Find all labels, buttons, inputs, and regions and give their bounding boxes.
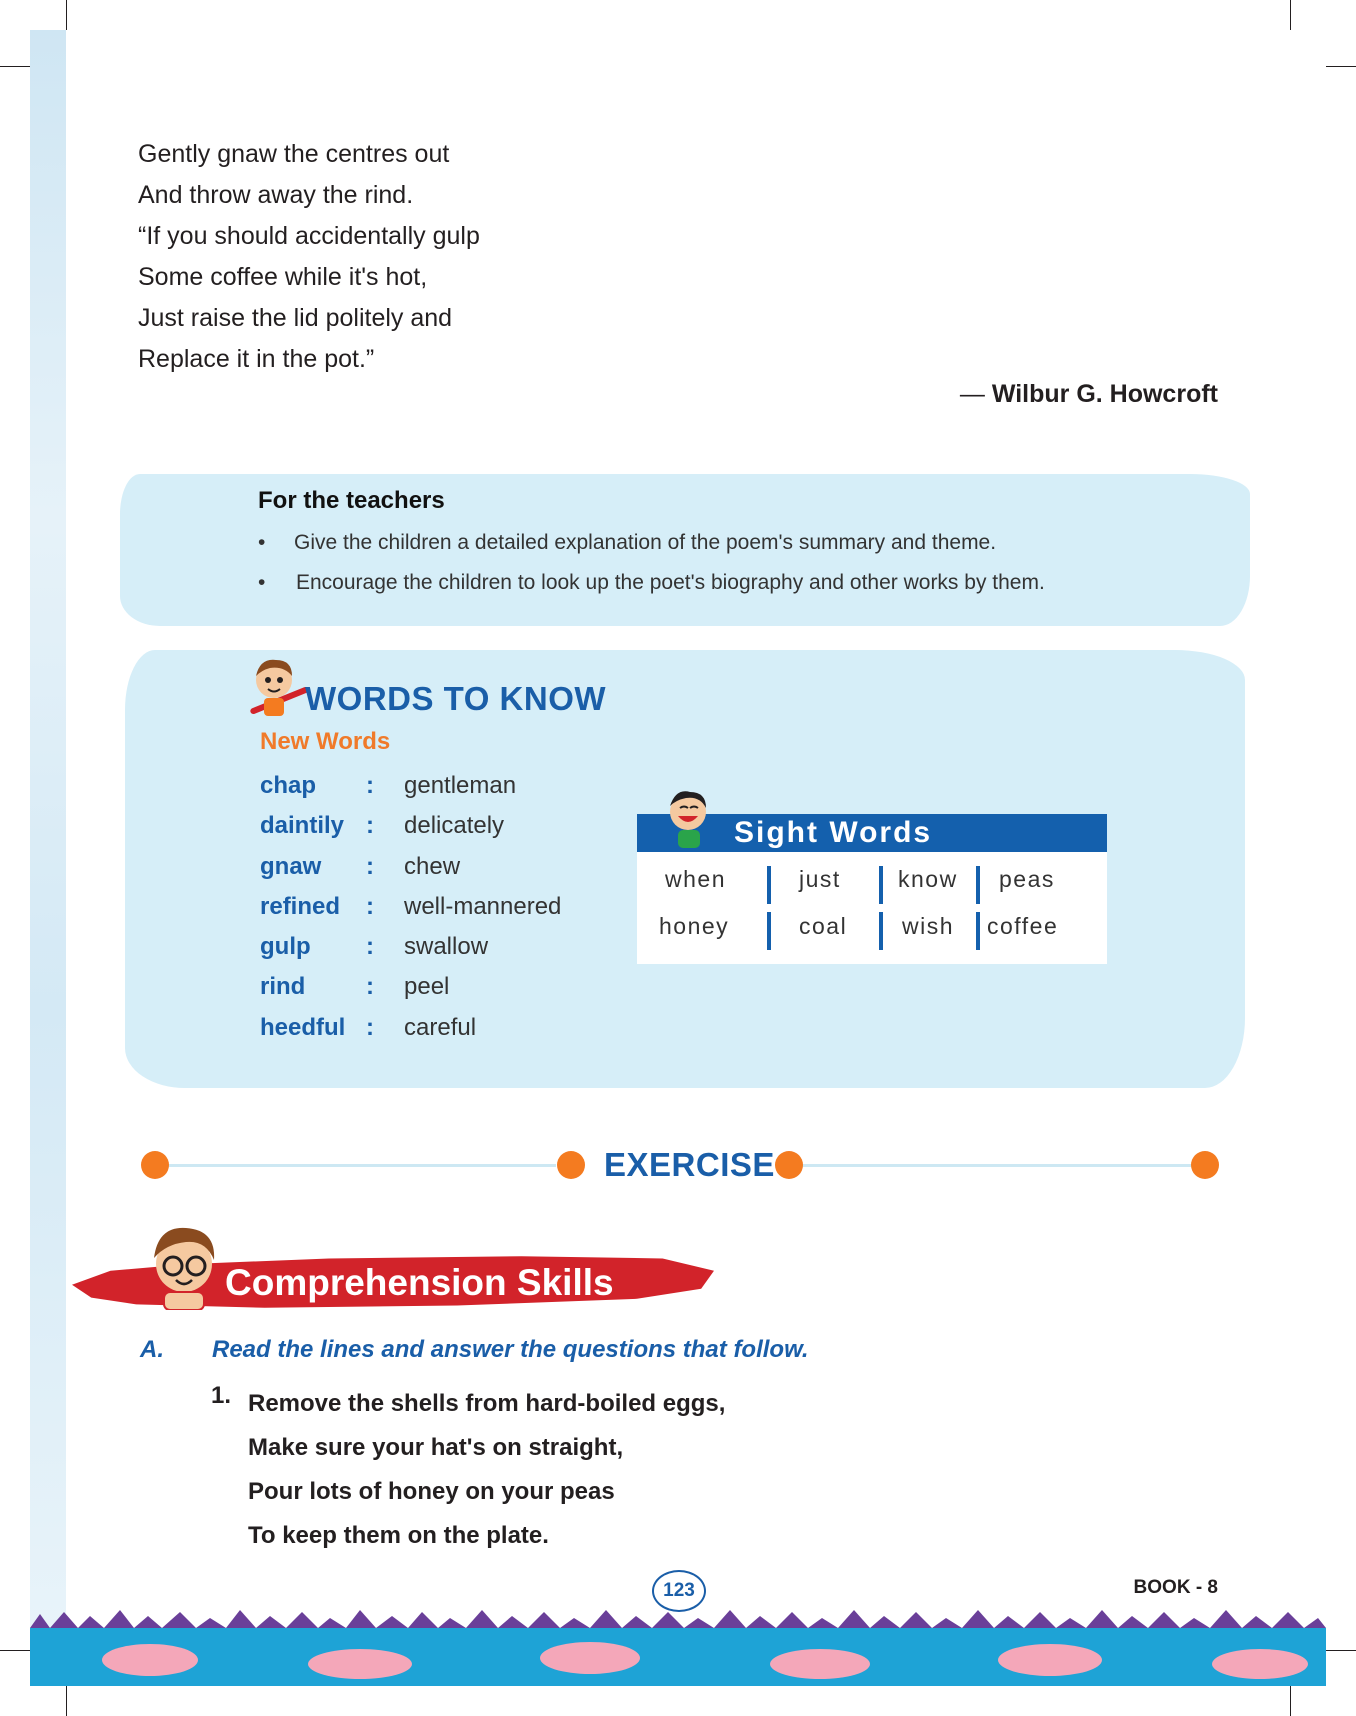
orange-dot: [1191, 1151, 1219, 1179]
crop-mark: [66, 0, 67, 30]
question-line: Pour lots of honey on your peas: [248, 1478, 615, 1505]
question-line: Make sure your hat's on straight,: [248, 1434, 624, 1461]
column-divider: [767, 866, 771, 904]
vocab-separator: :: [366, 772, 374, 799]
poem-author: [960, 380, 1218, 409]
vocab-separator: :: [366, 852, 374, 880]
column-divider: [879, 866, 883, 904]
sight-word: honey: [659, 913, 730, 939]
words-to-know-title: WORDS TO KNOW: [305, 680, 607, 717]
sight-word: peas: [999, 866, 1055, 892]
sight-words-title: Sight Words: [734, 816, 933, 849]
vocab-word: daintily: [260, 812, 345, 840]
crop-mark: [66, 1686, 67, 1716]
boy-with-glasses-illustration: [140, 1218, 226, 1310]
vocab-meaning: well-mannered: [404, 892, 562, 920]
author-name: Wilbur G. Howcroft: [991, 380, 1218, 408]
vocab-word: gulp: [260, 933, 311, 961]
vocab-separator: :: [366, 812, 374, 840]
crop-mark: [0, 1650, 30, 1651]
boy-illustration: [660, 786, 716, 852]
question-number: 1.: [211, 1382, 232, 1409]
vocab-meaning: chew: [404, 852, 461, 880]
sight-word: coal: [799, 913, 848, 939]
poem-stanza: [138, 134, 480, 380]
page-number: 123: [652, 1570, 706, 1612]
footer-decoration: [30, 1608, 1326, 1686]
new-words-heading: New Words: [260, 728, 391, 755]
exercise-title: EXERCISE: [604, 1146, 775, 1183]
comprehension-title: Comprehension Skills: [225, 1262, 614, 1303]
column-divider: [767, 912, 771, 950]
column-divider: [879, 912, 883, 950]
sight-word: just: [799, 866, 841, 892]
vocab-separator: :: [366, 892, 374, 920]
bullet-dot: •: [258, 571, 266, 594]
sight-word: wish: [902, 913, 955, 939]
poem-line: Some coffee while it's hot,: [138, 263, 428, 291]
bullet-dot: •: [258, 531, 266, 554]
vocab-meaning: peel: [404, 973, 450, 1001]
book-label: BOOK - 8: [1133, 1577, 1218, 1598]
sight-word: know: [898, 866, 958, 892]
crop-mark: [1326, 66, 1356, 67]
teachers-bullet-text: Give the children a detailed explanation of the poem's summary and theme.: [294, 531, 997, 554]
section-letter: A.: [140, 1336, 164, 1363]
crop-mark: [0, 66, 30, 67]
crop-mark: [1326, 1650, 1356, 1651]
sight-word: coffee: [987, 913, 1059, 939]
section-instruction: Read the lines and answer the questions that follow.: [212, 1336, 809, 1363]
author-dash: —: [959, 380, 992, 408]
poem-line: And throw away the rind.: [138, 181, 414, 209]
teachers-bullet: [258, 531, 996, 555]
question-line: To keep them on the plate.: [248, 1522, 549, 1549]
poem-line: Replace it in the pot.”: [138, 345, 375, 373]
vocab-meaning: careful: [404, 1013, 477, 1041]
poem-line: “If you should accidentally gulp: [138, 222, 480, 250]
vocab-separator: :: [366, 1013, 374, 1041]
vocab-word: heedful: [260, 1013, 346, 1041]
vocab-meaning: swallow: [404, 933, 489, 961]
vocab-meaning: gentleman: [404, 772, 517, 799]
teachers-note-title: For the teachers: [258, 487, 445, 514]
orange-dot: [141, 1151, 169, 1179]
question-lines: [248, 1382, 725, 1558]
question-line: Remove the shells from hard-boiled eggs,: [248, 1390, 726, 1417]
poem-line: Gently gnaw the centres out: [138, 140, 450, 168]
vocab-word: chap: [260, 772, 317, 799]
vocab-word: rind: [260, 973, 306, 1001]
vocab-word: refined: [260, 892, 341, 920]
vocab-separator: :: [366, 973, 374, 1001]
exercise-divider-line: [790, 1164, 1200, 1167]
vocab-meaning: delicately: [404, 812, 505, 840]
teachers-bullet: [258, 571, 1045, 595]
orange-dot: [775, 1151, 803, 1179]
left-decorative-strip: [30, 30, 66, 1660]
column-divider: [976, 866, 980, 904]
vocab-separator: :: [366, 933, 374, 961]
poem-line: Just raise the lid politely and: [138, 304, 453, 332]
vocab-word: gnaw: [260, 852, 322, 880]
crop-mark: [1290, 1686, 1291, 1716]
sight-word: when: [665, 866, 726, 892]
exercise-divider-line: [158, 1164, 556, 1167]
orange-dot: [557, 1151, 585, 1179]
teachers-bullet-text: Encourage the children to look up the poet's biography and other works by them.: [296, 571, 1045, 594]
column-divider: [976, 912, 980, 950]
crop-mark: [1290, 0, 1291, 30]
